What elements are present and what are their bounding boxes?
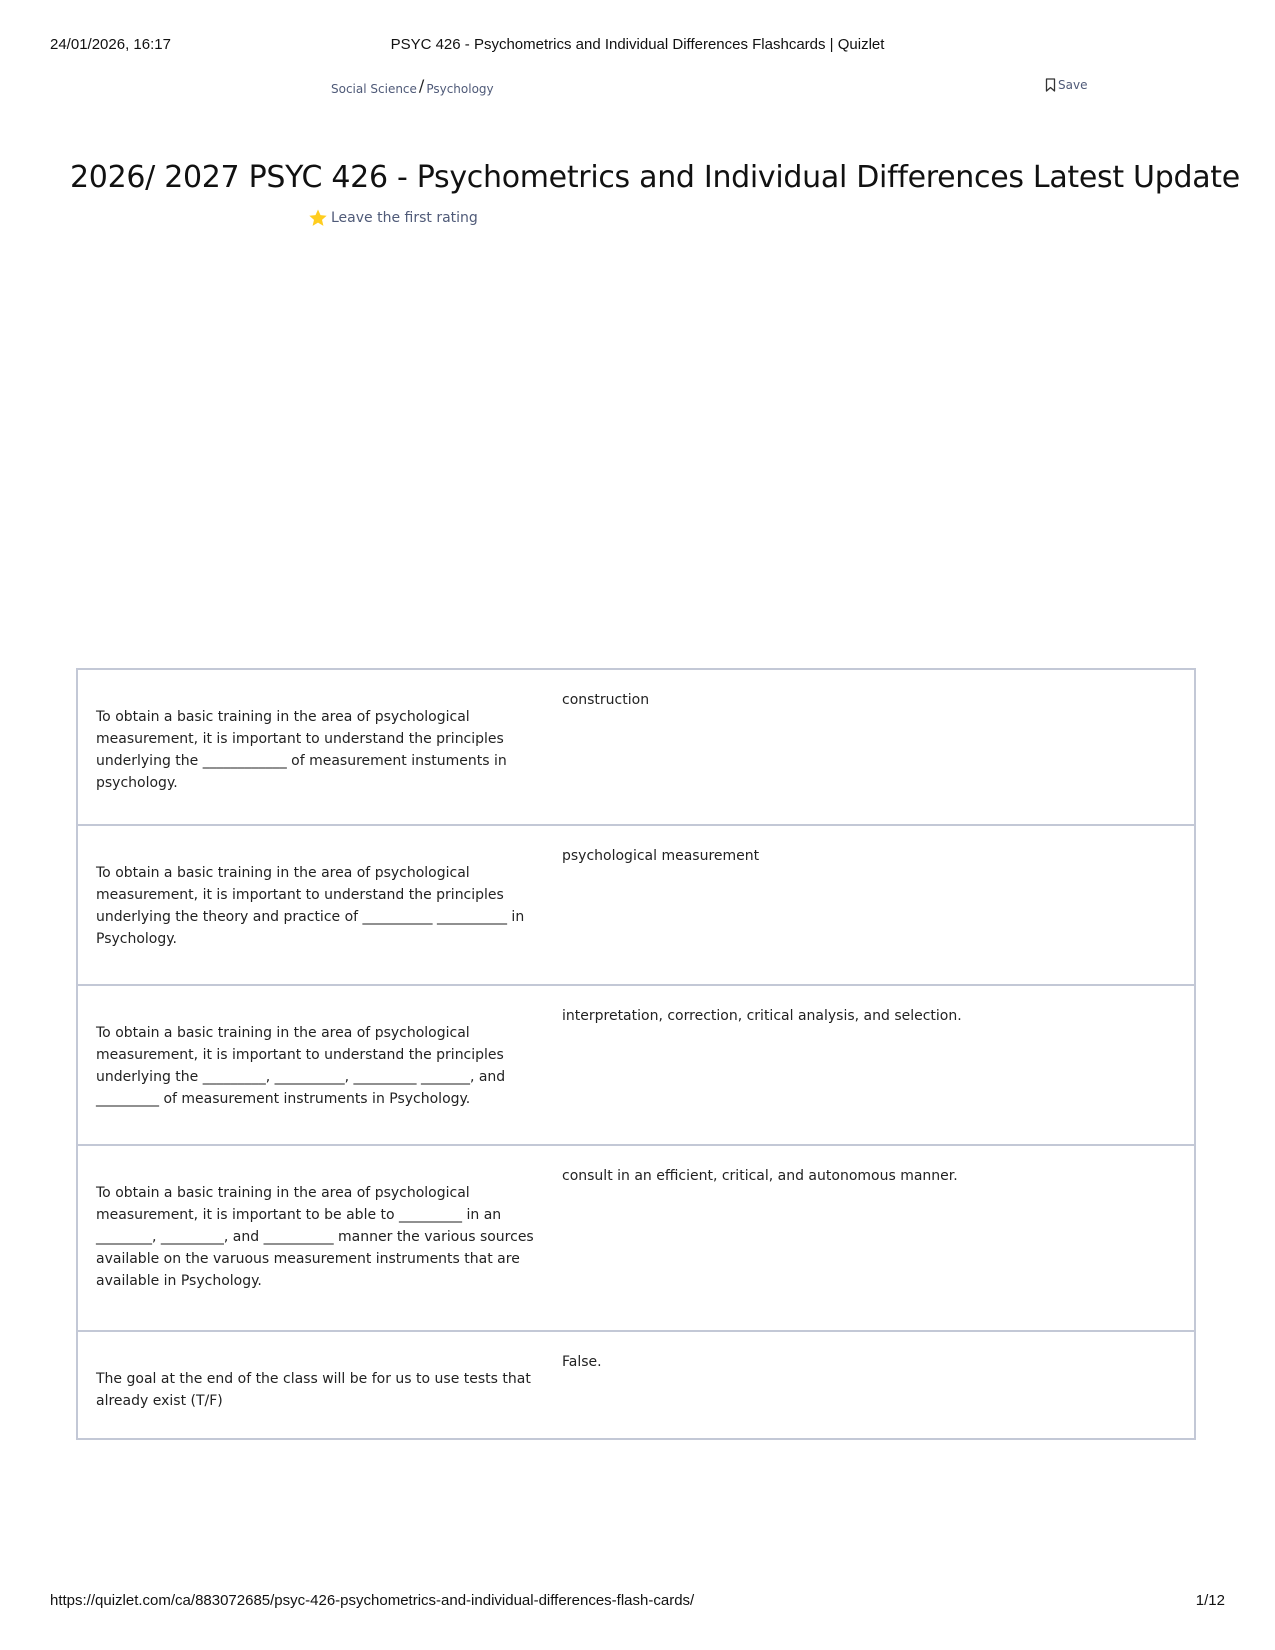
bookmark-icon (1045, 78, 1056, 92)
breadcrumb-psychology[interactable]: Psychology (426, 82, 494, 96)
star-icon (308, 208, 328, 228)
flashcard (78, 1146, 1194, 1332)
breadcrumb-social-science[interactable]: Social Science (331, 82, 417, 96)
flashcard (78, 826, 1194, 986)
flashcard-definition: construction (562, 692, 650, 708)
flashcard (78, 670, 1194, 826)
flashcard-definition: consult in an efficient, critical, and autonomous manner. (562, 1168, 958, 1184)
rating-label: Leave the first rating (331, 210, 478, 226)
rating[interactable] (308, 208, 478, 228)
print-page-title: PSYC 426 - Psychometrics and Individual Differences Flashcards | Quizlet (390, 36, 885, 53)
flashcard-list (76, 668, 1196, 1440)
flashcard-term: To obtain a basic training in the area of psychological measurement, it is important to be able to _________ in an ________, _________, and __________ manner the various sources available on the varuous measurement instruments that are available in Psychology. (96, 1185, 534, 1289)
print-header (50, 36, 1225, 56)
print-url: https://quizlet.com/ca/883072685/psyc-426-psychometrics-and-individual-differences-flash-cards/ (50, 1592, 695, 1609)
print-datetime: 24/01/2026, 16:17 (50, 36, 171, 53)
print-footer (50, 1592, 1225, 1612)
print-page-number: 1/12 (1195, 1592, 1225, 1609)
flashcard (78, 1332, 1194, 1438)
flashcard-definition: psychological measurement (562, 848, 760, 864)
flashcard (78, 986, 1194, 1146)
flashcard-term: To obtain a basic training in the area of psychological measurement, it is important to understand the principles underlying the ____________ of measurement instuments in psychology. (96, 709, 507, 791)
flashcard-term: To obtain a basic training in the area of psychological measurement, it is important to understand the principles underlying the theory and practice of __________ __________ in Psychology. (96, 865, 525, 947)
page-title: 2026/ 2027 PSYC 426 - Psychometrics and Individual Differences Latest Update (70, 160, 1240, 195)
save-button[interactable] (1045, 78, 1087, 92)
flashcard-definition: interpretation, correction, critical analysis, and selection. (562, 1008, 962, 1024)
flashcard-term: The goal at the end of the class will be for us to use tests that already exist (T/F) (96, 1371, 531, 1409)
save-label: Save (1058, 78, 1088, 92)
breadcrumb-separator: / (418, 76, 425, 95)
flashcard-term: To obtain a basic training in the area of psychological measurement, it is important to understand the principles underlying the _________, __________, _________ _______, and _________ of measurement instruments in Psychology. (96, 1025, 506, 1107)
breadcrumb (331, 78, 494, 97)
flashcard-definition: False. (562, 1354, 602, 1370)
